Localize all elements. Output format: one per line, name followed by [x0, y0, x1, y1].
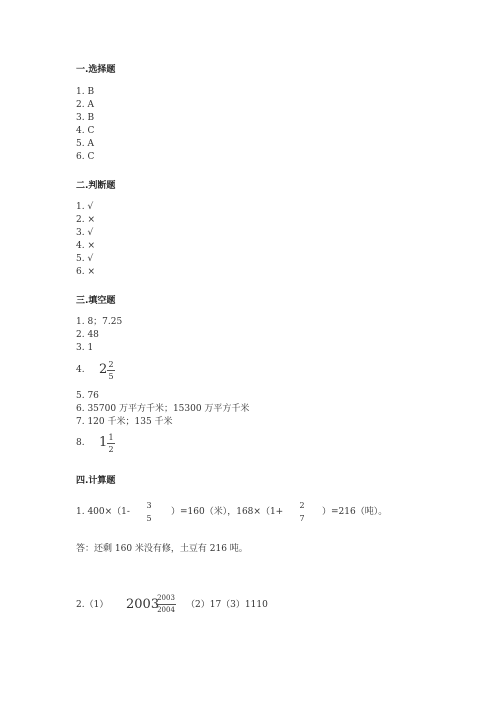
choice-answer-3: 3. B — [76, 113, 95, 123]
calc-q2-rest: （2）17（3）1110 — [186, 600, 268, 610]
calc-q1-part1: 1. 400×（1- — [76, 507, 130, 517]
judge-answer-4: 4. × — [76, 241, 95, 251]
fill-answer-8-denominator: 2 — [108, 445, 114, 454]
fill-answer-6: 6. 35700 万平方千米；15300 万平方千米 — [76, 404, 250, 414]
fill-answer-2: 2. 48 — [76, 330, 99, 340]
fill-answer-4-numerator: 2 — [108, 360, 114, 369]
choice-answer-4: 4. C — [76, 126, 95, 136]
choice-answer-6: 6. C — [76, 152, 95, 162]
fill-answer-8-fraction-bar — [107, 443, 115, 444]
fill-answer-8-whole: 1 — [99, 435, 108, 450]
section-title-calc: 四.计算题 — [76, 476, 116, 486]
choice-answer-2: 2. A — [76, 100, 94, 110]
judge-answer-1: 1. √ — [76, 202, 94, 212]
fill-answer-3: 3. 1 — [76, 343, 94, 353]
fill-answer-4-whole: 2 — [99, 362, 108, 377]
calc-q2-whole: 2003 — [126, 597, 160, 612]
fill-answer-5: 5. 76 — [76, 391, 99, 401]
judge-answer-5: 5. √ — [76, 254, 94, 264]
calc-q2-denominator: 2004 — [157, 606, 175, 614]
fill-answer-8-numerator: 1 — [108, 433, 114, 442]
section-title-choice: 一.选择题 — [76, 65, 116, 75]
calc-q2-label: 2.（1） — [76, 600, 109, 610]
calc-q1-answer: 答：还剩 160 米没有修，土豆有 216 吨。 — [76, 544, 248, 554]
judge-answer-6: 6. × — [76, 267, 95, 277]
calc-q1-frac2-denominator: 7 — [299, 514, 305, 523]
calc-q2-numerator: 2003 — [157, 594, 175, 602]
judge-answer-3: 3. √ — [76, 228, 94, 238]
calc-q1-frac1-denominator: 5 — [146, 514, 152, 523]
choice-answer-5: 5. A — [76, 139, 94, 149]
fill-answer-8-label: 8. — [76, 438, 85, 448]
fill-answer-4-label: 4. — [76, 365, 85, 375]
calc-q1-frac2-numerator: 2 — [299, 501, 305, 510]
calc-q1-frac1-numerator: 3 — [146, 501, 152, 510]
fill-answer-4-denominator: 5 — [108, 372, 114, 381]
calc-q1-part3: ）=216（吨）。 — [322, 507, 388, 517]
choice-answer-1: 1. B — [76, 87, 95, 97]
section-title-fill: 三.填空题 — [76, 296, 116, 306]
fill-answer-1: 1. 8；7.25 — [76, 317, 123, 327]
calc-q2-fraction-bar — [156, 604, 176, 605]
fill-answer-4-fraction-bar — [107, 370, 115, 371]
section-title-judge: 二.判断题 — [76, 181, 116, 191]
calc-q1-part2: ）=160（米），168×（1+ — [171, 507, 284, 517]
judge-answer-2: 2. × — [76, 215, 95, 225]
fill-answer-7: 7. 120 千米；135 千米 — [76, 417, 173, 427]
